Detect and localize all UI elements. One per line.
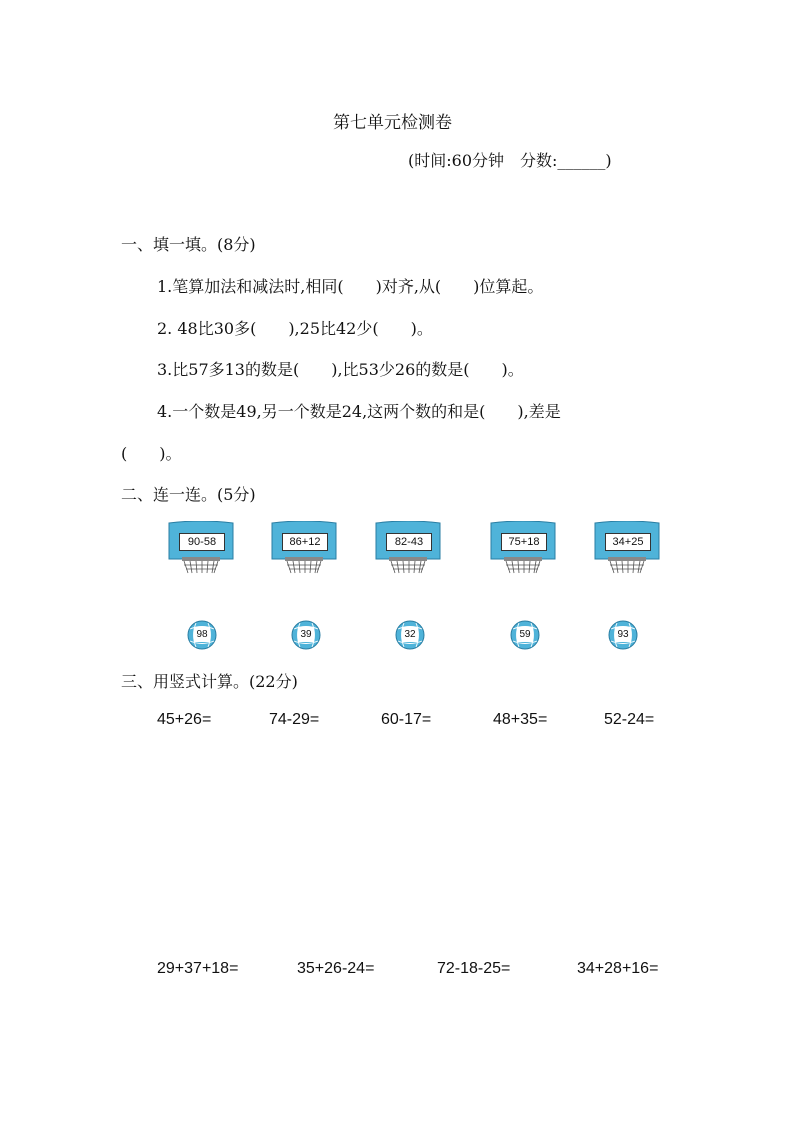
basketball-hoop [270, 521, 338, 575]
section-2-heading: 二、连一连。(5分) [121, 485, 256, 504]
question-1-1: 1.笔算加法和减法时,相同( )对齐,从( )位算起。 [157, 277, 544, 296]
exam-info: (时间:60分钟 分数:______) [408, 151, 612, 170]
section-1-heading: 一、填一填。(8分) [121, 235, 256, 254]
section-3-heading: 三、用竖式计算。(22分) [121, 672, 298, 691]
ball-number: 32 [402, 627, 418, 642]
calc-problem: 72-18-25= [437, 960, 511, 977]
basketball-hoop [593, 521, 661, 575]
ball-number: 98 [194, 627, 210, 642]
calc-problem: 35+26-24= [297, 960, 375, 977]
hoop-expression: 75+18 [501, 533, 547, 551]
hoop-expression: 90-58 [179, 533, 225, 551]
basketball-hoop [167, 521, 235, 575]
basketball [608, 620, 638, 650]
question-1-4-continued: ( )。 [121, 444, 182, 463]
ball-number: 39 [298, 627, 314, 642]
calc-problem: 29+37+18= [157, 960, 239, 977]
calc-problem: 34+28+16= [577, 960, 659, 977]
calc-problem: 74-29= [269, 711, 320, 728]
basketball-hoop [374, 521, 442, 575]
ball-number: 93 [615, 627, 631, 642]
basketball [510, 620, 540, 650]
basketball [291, 620, 321, 650]
basketball [187, 620, 217, 650]
page-title: 第七单元检测卷 [333, 113, 452, 133]
calc-problem: 48+35= [493, 711, 548, 728]
basketball-hoop [489, 521, 557, 575]
hoop-expression: 82-43 [386, 533, 432, 551]
ball-number: 59 [517, 627, 533, 642]
hoop-expression: 86+12 [282, 533, 328, 551]
hoop-expression: 34+25 [605, 533, 651, 551]
question-1-4: 4.一个数是49,另一个数是24,这两个数的和是( ),差是 [157, 402, 561, 421]
calc-problem: 52-24= [604, 711, 655, 728]
basketball [395, 620, 425, 650]
question-1-2: 2. 48比30多( ),25比42少( )。 [157, 319, 433, 338]
question-1-3: 3.比57多13的数是( ),比53少26的数是( )。 [157, 360, 524, 379]
calc-problem: 60-17= [381, 711, 432, 728]
calc-problem: 45+26= [157, 711, 212, 728]
